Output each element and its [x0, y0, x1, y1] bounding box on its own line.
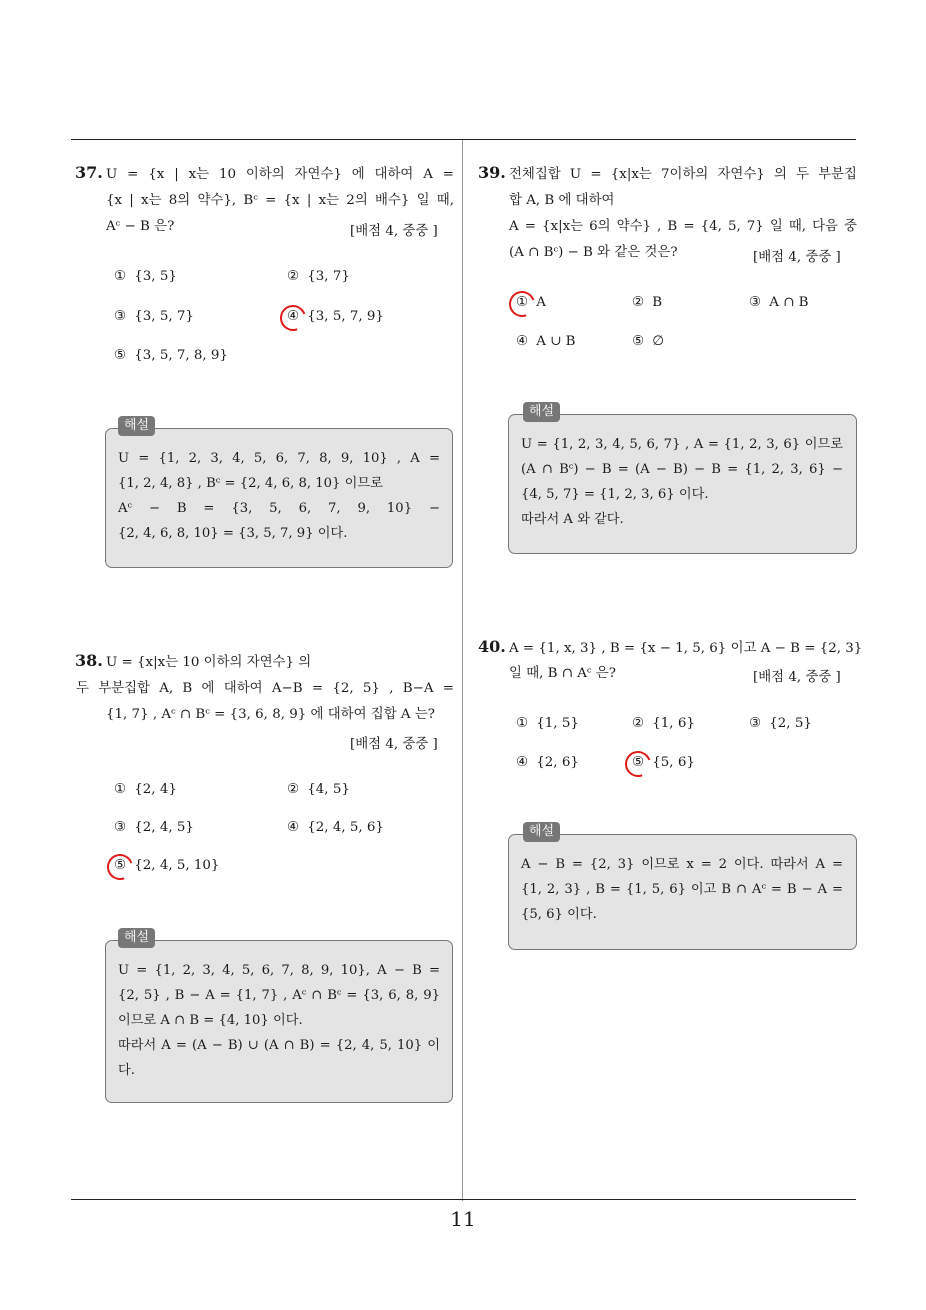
question-number: 40. [478, 637, 506, 656]
question-line: 합 A, B 에 대하여 [509, 193, 615, 208]
question-number: 37. [75, 163, 103, 182]
choice-1[interactable]: ① {3, 5} [113, 269, 177, 284]
question-line: U = {x|x는 10 이하의 자연수} 의 [106, 655, 312, 670]
question-line: {x | x는 8의 약수}, Bᶜ = {x | x는 2의 배수} 일 때, [106, 193, 454, 208]
solution-line: 다. [118, 1063, 135, 1078]
question-number: 39. [478, 163, 506, 182]
solution-label: 해설 [118, 416, 155, 436]
question-line: 두 부분집합 A, B 에 대하여 A−B = {2, 5} , B−A = [76, 681, 454, 696]
answer-circle-mark: ⑤ [628, 752, 648, 774]
choice-3[interactable]: ③ {2, 5} [748, 716, 812, 731]
solution-line: (A ∩ Bᶜ) − B = (A − B) − B = {1, 2, 3, 6} − [521, 462, 843, 477]
choice-2[interactable]: ② {4, 5} [286, 782, 350, 797]
question-line: 전체집합 U = {x|x는 7이하의 자연수} 의 두 부분집 [509, 167, 857, 182]
solution-line: A − B = {2, 3} 이므로 x = 2 이다. 따라서 A = [521, 857, 843, 872]
question-line: 일 때, B ∩ Aᶜ 은? [509, 666, 616, 681]
choice-4[interactable]: ④ A ∪ B [515, 334, 576, 349]
choice-2[interactable]: ② {1, 6} [631, 716, 695, 731]
top-rule [71, 139, 856, 140]
solution-line: U = {1, 2, 3, 4, 5, 6, 7, 8, 9, 10}, A − B = [118, 963, 440, 978]
solution-line: {1, 2, 3} , B = {1, 5, 6} 이고 B ∩ Aᶜ = B − A = [521, 882, 843, 897]
solution-box [105, 428, 453, 568]
choice-1[interactable]: ① A [512, 292, 546, 314]
solution-line: {1, 2, 4, 8} , Bᶜ = {2, 4, 6, 8, 10} 이므로 [118, 476, 383, 491]
choice-2[interactable]: ② {3, 7} [286, 269, 350, 284]
solution-line: {2, 4, 6, 8, 10} = {3, 5, 7, 9} 이다. [118, 526, 348, 541]
score-label: [배점 4, 중중 ] [350, 737, 438, 752]
answer-circle-mark: ① [512, 292, 532, 314]
choice-5[interactable]: ⑤ {3, 5, 7, 8, 9} [113, 348, 228, 363]
question-line: {1, 7} , Aᶜ ∩ Bᶜ = {3, 6, 8, 9} 에 대하여 집합 A 는? [106, 707, 435, 722]
solution-line: 따라서 A 와 같다. [521, 512, 624, 527]
solution-line: U = {1, 2, 3, 4, 5, 6, 7} , A = {1, 2, 3, 6} 이므로 [521, 437, 843, 452]
question-number: 38. [75, 651, 103, 670]
column-divider [462, 140, 463, 1201]
solution-line: {4, 5, 7} = {1, 2, 3, 6} 이다. [521, 487, 709, 502]
solution-box [508, 414, 857, 554]
choice-4[interactable]: ④ {2, 4, 5, 6} [286, 820, 384, 835]
choice-4[interactable]: ④ {3, 5, 7, 9} [283, 306, 384, 328]
solution-line: 이므로 A ∩ B = {4, 10} 이다. [118, 1013, 303, 1028]
solution-box [508, 834, 857, 950]
choice-2[interactable]: ② B [631, 295, 663, 310]
choice-3[interactable]: ③ A ∩ B [748, 295, 809, 310]
choice-1[interactable]: ① {2, 4} [113, 782, 177, 797]
solution-line: 따라서 A = (A − B) ∪ (A ∩ B) = {2, 4, 5, 10} 이 [118, 1038, 440, 1053]
question-line: A = {x|x는 6의 약수} , B = {4, 5, 7} 일 때, 다음 중 [509, 219, 857, 234]
answer-circle-mark: ④ [283, 306, 303, 328]
solution-label: 해설 [523, 822, 560, 842]
choice-5[interactable]: ⑤ {5, 6} [628, 752, 695, 774]
choice-3[interactable]: ③ {3, 5, 7} [113, 309, 194, 324]
solution-box [105, 940, 453, 1103]
score-label: [배점 4, 중중 ] [350, 224, 438, 239]
choice-4[interactable]: ④ {2, 6} [515, 755, 579, 770]
question-line: Aᶜ − B 은? [106, 219, 175, 234]
question-line: A = {1, x, 3} , B = {x − 1, 5, 6} 이고 A − B = {2, 3} [509, 641, 863, 656]
page-number: 11 [450, 1207, 476, 1231]
solution-line: U = {1, 2, 3, 4, 5, 6, 7, 8, 9, 10} , A = [118, 451, 440, 466]
bottom-rule [71, 1199, 856, 1200]
score-label: [배점 4, 중중 ] [753, 670, 841, 685]
question-line: U = {x | x는 10 이하의 자연수} 에 대하여 A = [106, 167, 454, 182]
solution-label: 해설 [523, 402, 560, 422]
score-label: [배점 4, 중중 ] [753, 250, 841, 265]
answer-circle-mark: ⑤ [110, 855, 130, 877]
solution-line: {5, 6} 이다. [521, 907, 597, 922]
solution-line: Aᶜ − B = {3, 5, 6, 7, 9, 10} − [118, 501, 440, 516]
question-line: (A ∩ Bᶜ) − B 와 같은 것은? [509, 245, 678, 260]
choice-5[interactable]: ⑤ ∅ [631, 334, 664, 349]
solution-label: 해설 [118, 928, 155, 948]
choice-1[interactable]: ① {1, 5} [515, 716, 579, 731]
choice-5[interactable]: ⑤ {2, 4, 5, 10} [110, 855, 219, 877]
solution-line: {2, 5} , B − A = {1, 7} , Aᶜ ∩ Bᶜ = {3, 6, 8, 9} [118, 988, 440, 1003]
choice-3[interactable]: ③ {2, 4, 5} [113, 820, 194, 835]
